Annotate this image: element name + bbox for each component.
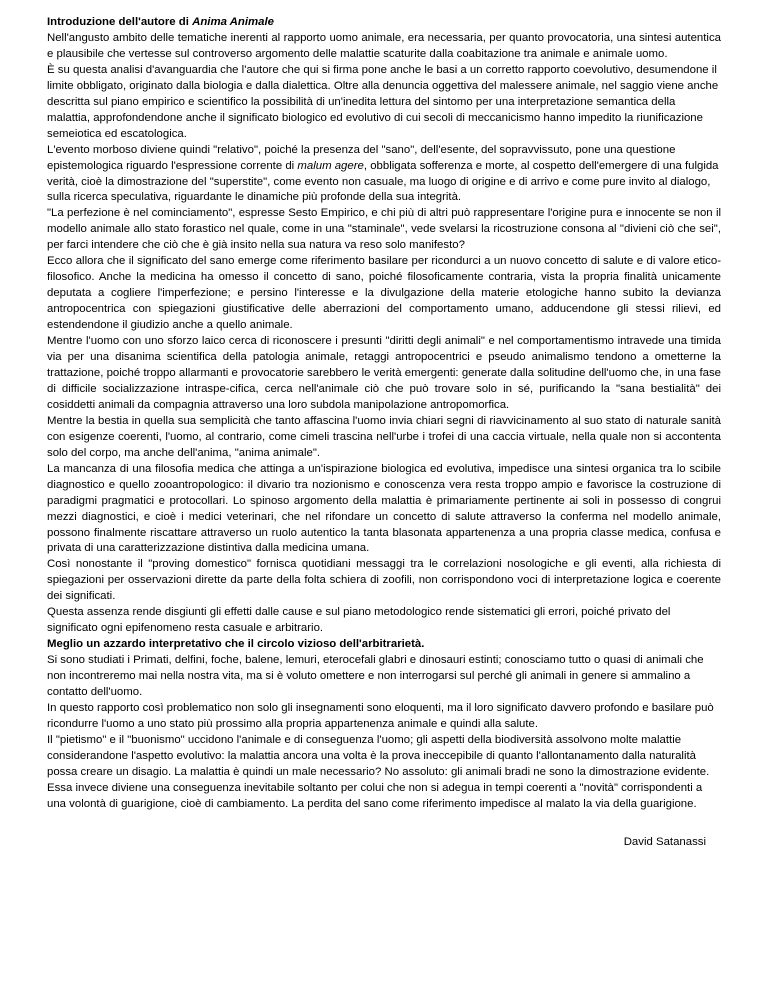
paragraph: Si sono studiati i Primati, delfini, foche, balene, lemuri, eterocefali glabri e dinosauri estinti; conosciamo tutto o quasi di animali che non incontreremo mai nella nostra vita, ma si è voluto omettere e non interrogarsi sul perché gli animali in genere si ammalino a contatto dell'uomo.: [47, 654, 704, 699]
paragraph: È su questa analisi d'avanguardia che l'autore che qui si firma pone anche le basi a un corretto rapporto coevolutivo, desumendone il limite obbligato, originato dalla biologia e dalla dialettica. Oltre alla denuncia oggettiva del malessere animale, nel saggio viene anche descritta sul piano empirico e scientifico la possibilità di un'inedita lettura del sintomo per una interpretazione semantica della malattia, approfondendone anche il significato biologico ed evolutivo di cui secoli di meccanicismo hanno impedito la riunificazione semeiotica ed escatologica.: [47, 63, 719, 140]
paragraph: Nell'angusto ambito delle tematiche inerenti al rapporto uomo animale, era necessaria, per quanto provocatoria, una sintesi autentica e plausibile che vertesse sul controverso argomento delle malattie scaturite dalla coabitazione tra animale e animale uomo.: [47, 31, 721, 60]
paragraph: Così nonostante il "proving domestico" fornisca quotidiani messaggi tra le correlazioni nosologiche e gli eventi, alla richiesta di spiegazioni per osservazioni dirette da parte della folta schiera di zoofili, non corrispondono voci di interpretazione logica e coerente dei significati.: [47, 558, 721, 603]
paragraph: [47, 143, 721, 207]
paragraph: Mentre l'uomo con uno sforzo laico cerca di riconoscere i presunti "diritti degli animali" e nel comportamentismo intravede una timida via per una disanima scientifica della patologia animale, retaggi antropocentrici e pseudo animalismo tendono a ometterne la trattazione, poiché troppo allarmanti e provocatorie sarebbero le verità emergenti: generate dalla solitudine dell'uomo che, in una fase di difficile socializzazione intraspe-cifica, cerca nell'animale ciò che può trovare solo in sé, purificando la "sana bestialità" dei cosiddetti animali da compagnia attraverso una loro subdola manipolazione antropomorfica.: [47, 335, 721, 411]
paragraph-text: L'evento morboso diviene quindi "relativo", poiché la presenza del "sano", dell'esente, del sopravvissuto, pone una questione epistemologica riguardo l'espressione corrente di: [47, 143, 676, 172]
author-signature: David Satanassi: [623, 835, 706, 848]
bold-paragraph: Meglio un azzardo interpretativo che il circolo vizioso dell'arbitrarietà.: [47, 638, 425, 651]
book-title: Anima Animale: [192, 16, 274, 28]
paragraph: In questo rapporto così problematico non solo gli insegnamenti sono eloquenti, ma il loro significato davvero profondo e basilare può ricondurre l'uomo a uno stato più prossimo alla propria appartenenza animale e quindi alla salute.: [47, 701, 714, 730]
paragraph: "La perfezione è nel cominciamento", espresse Sesto Empirico, e chi più di altri può rappresentare l'origine pura e innocente se non il modello animale allo stato forastico nel quale, come in una "staminale", vede svelarsi la ricostruzione consona al "divieni ciò che sei", per farci intendere che ciò che è già insito nella sua natura va reso solo manifesto?: [47, 207, 721, 252]
paragraph: La mancanza di una filosofia medica che attinga a un'ispirazione biologica ed evolutiva, impedisce una sintesi organica tra lo scibile diagnostico e quello zooantropologico: il divario tra nozionismo e conoscenza vera resta troppo ampio e favorisce la costruzione di paradigmi pragmatici e protocollari. Lo spinoso argomento della malattia è primariamente pertinente ai soli in possesso di congrui mezzi diagnostici, e cioè i medici veterinari, che nel rifondare un concetto di salute attraverso la conferma nel modello animale, possono finalmente riscattare attraverso un ruolo autentico la tanta blasonata appartenenza a una propria classe medica, confusa e privata di una caratterizzazione distintiva dalla medicina umana.: [47, 462, 721, 555]
paragraph-text: , obbligata sofferenza e morte, al cospetto dell'emergere di una fulgida verità, cioè la dimostrazione del "superstite", come evento non casuale, ma luogo di origine e di arrivo e come pure invito al dialogo, sulla ricerca speculativa, riguardante le dinamiche più profonde della sua integrità.: [47, 159, 719, 204]
heading-prefix: Introduzione dell'autore di: [47, 16, 193, 28]
paragraph: Essa invece diviene una conseguenza inevitabile soltanto per colui che non si adegua in tempi coerenti a "novità" corrispondenti a una volontà di guarigione, cioè di cambiamento. La perdita del sano come riferimento impedisce al malato la via della guarigione.: [47, 781, 703, 810]
paragraph: Mentre la bestia in quella sua semplicità che tanto affascina l'uomo invia chiari segni di riavvicinamento al suo stato di naturale sanità con esigenze coerenti, l'uomo, al contrario, come cimeli trascina nell'urbe i trofei di una caccia virtuale, nella quale non si accontenta solo del corpo, ma anche dell'anima, "anima animale".: [47, 414, 721, 459]
document-heading: [47, 15, 721, 31]
paragraph-italic-term: malum agere: [297, 159, 364, 172]
paragraph: Il "pietismo" e il "buonismo" uccidono l'animale e di conseguenza l'uomo; gli aspetti della biodiversità assolvono molte malattie considerandone l'aspetto evolutivo: la malattia ancora una volta è la prova ineccepibile di quanto l'allontanamento dalla naturalità possa creare un disagio. La malattia è quindi un male necessario? No assoluto: gli animali bradi ne sono la dimostrazione evidente.: [47, 733, 710, 778]
document-body: [47, 15, 721, 851]
paragraph: Questa assenza rende disgiunti gli effetti dalle cause e sul piano metodologico rende sistematici gli errori, poiché privato del significato ogni epifenomeno resta casuale e arbitrario.: [47, 606, 671, 635]
paragraph: Ecco allora che il significato del sano emerge come riferimento basilare per ricondurci a un nuovo concetto di salute e di valore etico-filosofico. Anche la medicina ha omesso il concetto di sano, poiché filosoficamente contraria, vista la propria finalità unicamente deputata a cogliere l'imperfezione; e persino l'interesse e la divulgazione della materie etologiche hanno subito la devianza antropocentrica con spiegazioni giustificative delle aberrazioni del comportamento umano, adducendone gli stessi rilievi, ed estendendone il giudizio anche a quello animale.: [47, 255, 721, 332]
